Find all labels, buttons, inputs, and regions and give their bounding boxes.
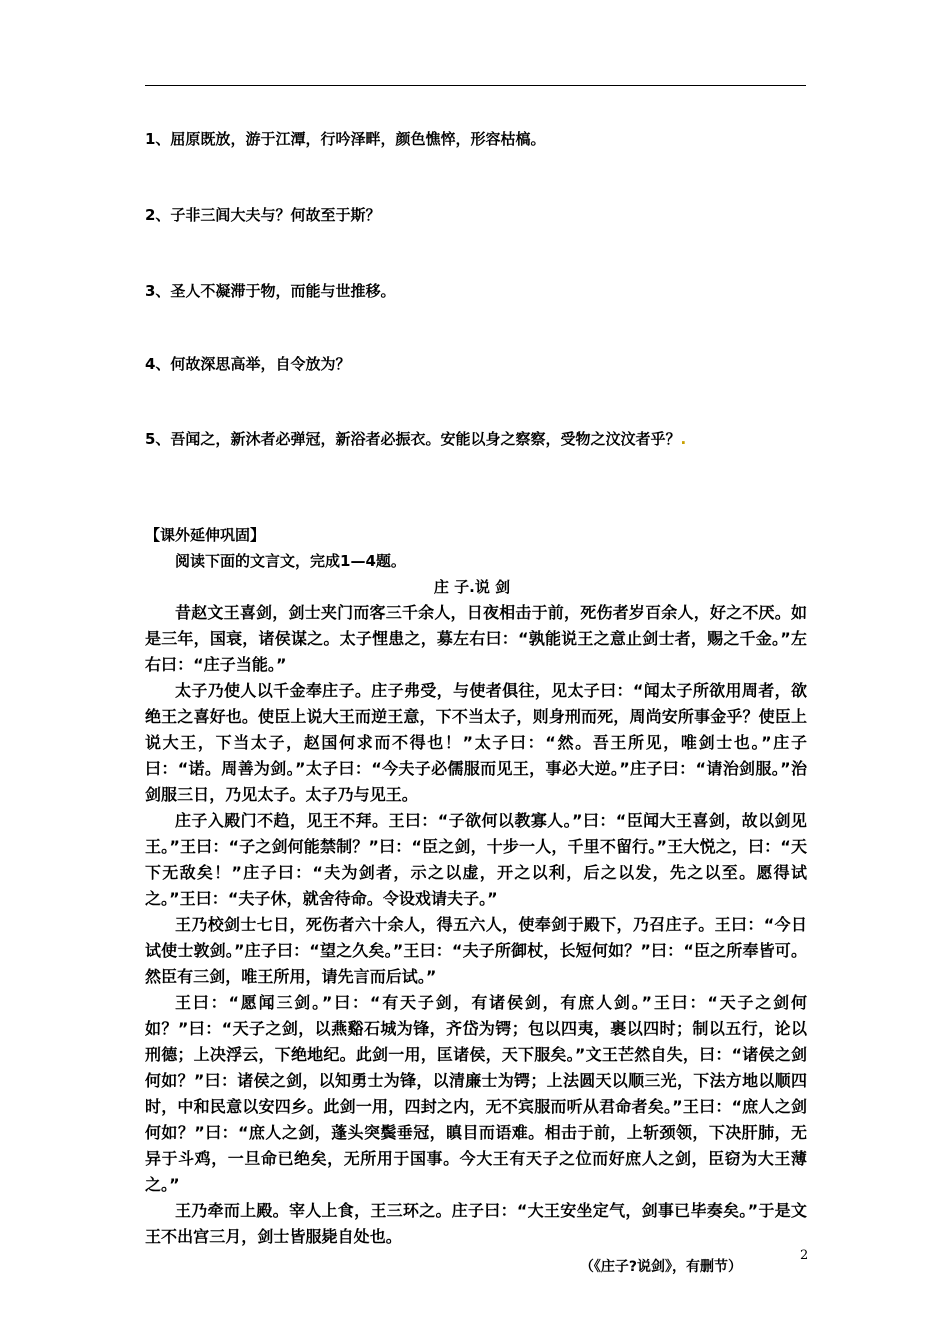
question-1: 1、屈原既放，游于江潭，行吟泽畔，颜色憔悴，形容枯槁。 bbox=[145, 130, 546, 148]
section-title: 【课外延伸巩固】 bbox=[145, 526, 266, 544]
question-5-mark: . bbox=[680, 430, 687, 448]
paragraph-6: 王乃牵而上殿。宰人上食，王三环之。庄子曰：“大王安坐定气，剑事已毕奏矣。”于是文王不出宫三月，剑士皆服毙自处也。 bbox=[145, 1201, 807, 1246]
question-3: 3、圣人不凝滞于物，而能与世推移。 bbox=[145, 282, 396, 300]
paragraph-5: 王曰：“愿闻三剑。”曰：“有天子剑，有诸侯剑，有庶人剑。”王曰：“天子之剑何如？”曰：“天子之剑，以燕谿石城为锋，齐岱为锷；包以四夷，裹以四时；制以五行，论以刑德；上决浮云，下绝地纪。此剑一用，匡诸侯，天下服矣。”文王芒然自失，曰：“诸侯之剑何如？”曰：诸侯之剑，以知勇士为锋，以清廉士为锷；上法圆天以顺三光，下法方地以顺四时，中和民意以安四乡。此剑一用，四封之内，无不宾服而听从君命者矣。”王曰：“庶人之剑何如？”曰：“庶人之剑，蓬头突鬓垂冠，瞋目而语难。相击于前，上斩颈领，下决肝肺，无异于斗鸡，一旦命已绝矣，无所用于国事。今大王有天子之位而好庶人之剑，臣窃为大王薄之。” bbox=[145, 993, 807, 1194]
source-citation: （《庄子?说剑》，有删节） bbox=[579, 1259, 742, 1275]
question-5-text: 5、吾闻之，新沐者必弹冠，新浴者必振衣。安能以身之察察，受物之汶汶者乎？ bbox=[145, 430, 681, 448]
question-2: 2、子非三闾大夫与？何故至于斯？ bbox=[145, 206, 381, 224]
question-5 bbox=[145, 428, 686, 449]
paragraph-2: 太子乃使人以千金奉庄子。庄子弗受，与使者俱往，见太子曰：“闻太子所欲用周者，欲绝王之喜好也。使臣上说大王而逆王意，下不当太子，则身刑而死，周尚安所事金乎？使臣上说大王，下当太子，赵国何求而不得也！”太子曰：“然。吾王所见，唯剑士也。”庄子曰：“诺。周善为剑。”太子曰：“今夫子必儒服而见王，事必大逆。”庄子曰：“请治剑服。”治剑服三日，乃见太子。太子乃与见王。 bbox=[145, 681, 807, 804]
paragraph-4: 王乃校剑士七日，死伤者六十余人，得五六人，使奉剑于殿下，乃召庄子。王曰：“今日试使士敦剑。”庄子曰：“望之久矣。”王曰：“夫子所御杖，长短何如？”曰：“臣之所奉皆可。然臣有三剑，唯王所用，请先言而后试。” bbox=[145, 915, 807, 986]
paragraph-1: 昔赵文王喜剑，剑士夹门而客三千余人，日夜相击于前，死伤者岁百余人，好之不厌。如是三年，国衰，诸侯谋之。太子悝患之，募左右曰：“孰能说王之意止剑士者，赐之千金。”左右曰：“庄子当能。” bbox=[145, 603, 807, 674]
paragraph-3: 庄子入殿门不趋，见王不拜。王曰：“子欲何以教寡人。”曰：“臣闻大王喜剑，故以剑见王。”王曰：“子之剑何能禁制？”曰：“臣之剑，十步一人，千里不留行。”王大悦之，曰：“天下无敌矣！”庄子曰：“夫为剑者，示之以虚，开之以利，后之以发，先之以至。愿得试之。”王曰：“夫子休，就舍待命。令设戏请夫子。” bbox=[145, 811, 807, 908]
question-4: 4、何故深思高举，自令放为？ bbox=[145, 355, 351, 373]
extension-section bbox=[145, 522, 807, 1280]
header-rule bbox=[145, 85, 806, 86]
page-number: 2 bbox=[800, 1248, 809, 1263]
text-title: 庄 子.说 剑 bbox=[433, 578, 511, 596]
reading-instruction: 阅读下面的文言文，完成1—4题。 bbox=[175, 552, 406, 570]
